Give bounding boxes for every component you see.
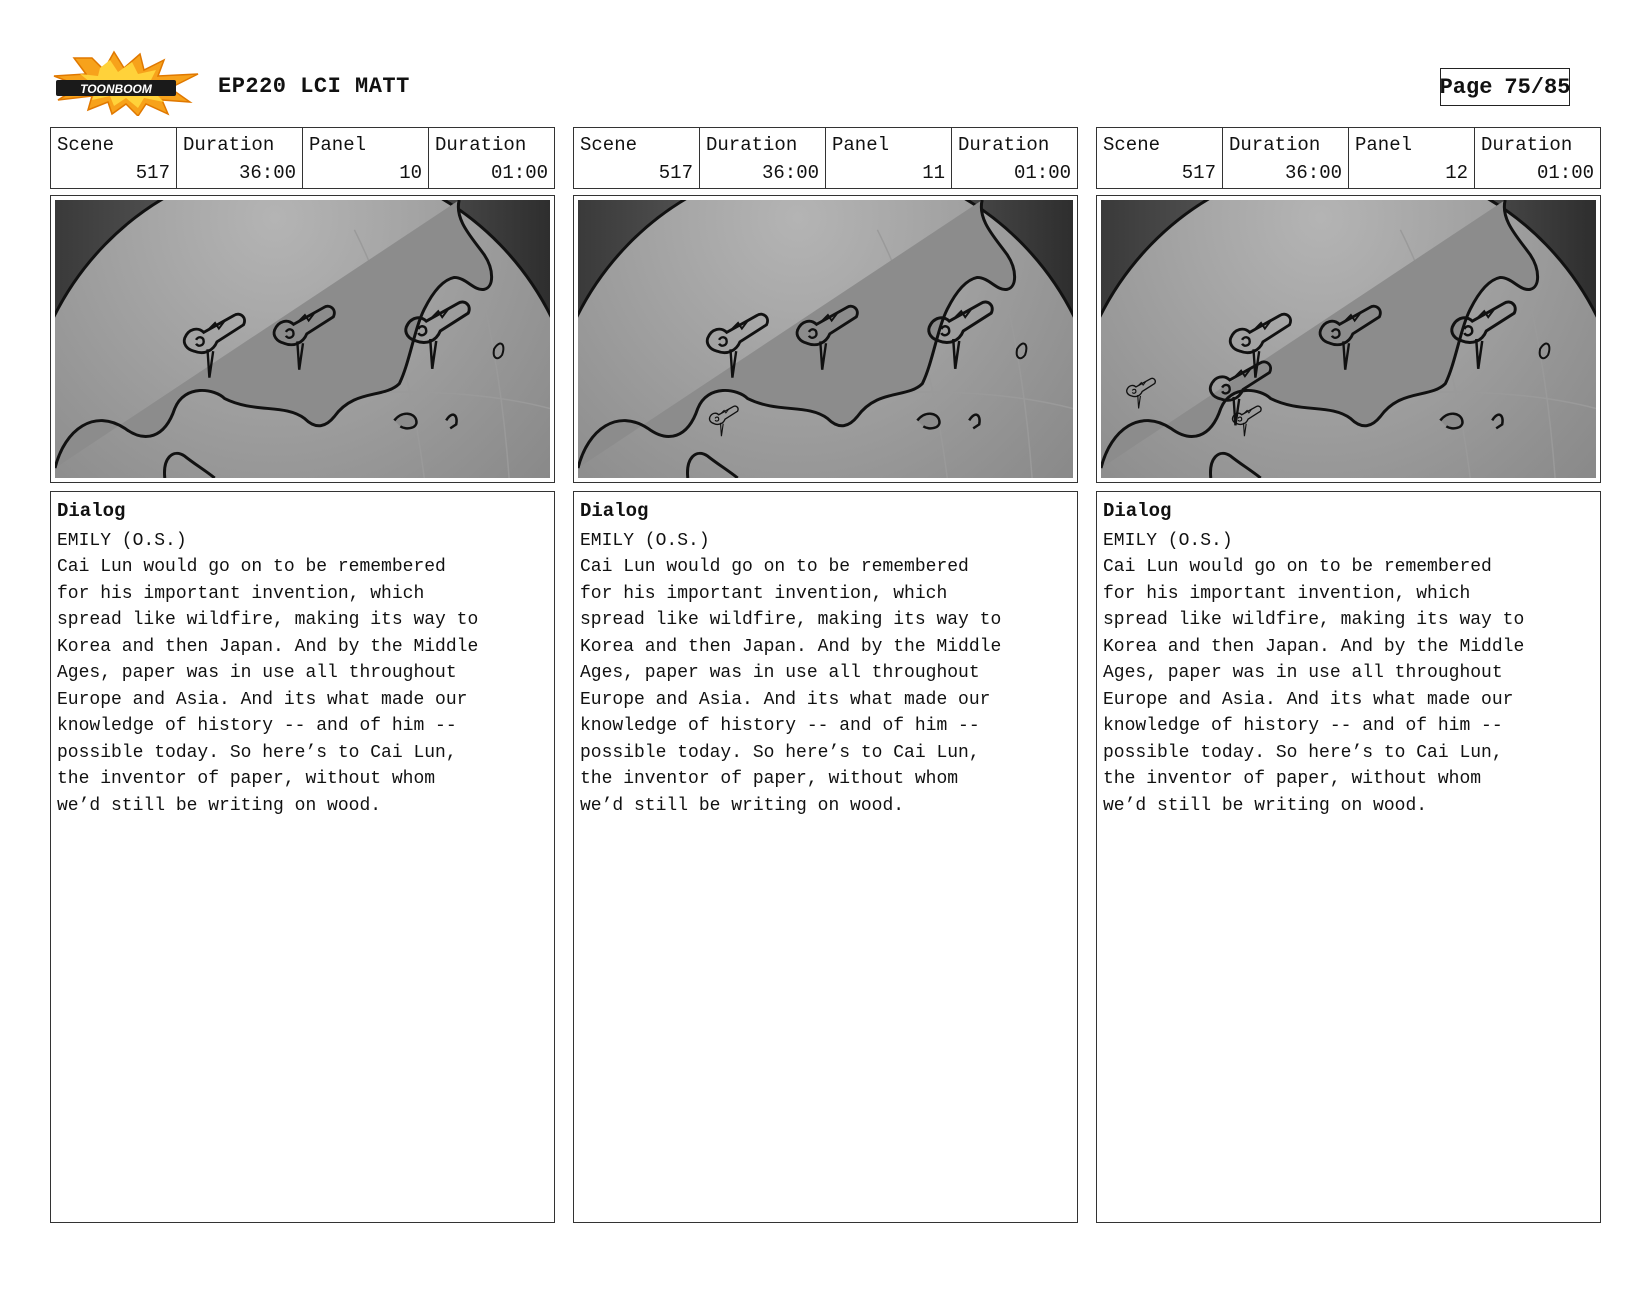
dialog-box — [1096, 491, 1601, 1223]
page-indicator — [1440, 68, 1570, 106]
duration-label: Duration — [958, 134, 1050, 156]
panel-label: Panel — [832, 134, 890, 156]
panel-image-frame — [573, 195, 1078, 483]
scene-duration: 36:00 — [1284, 162, 1342, 184]
scene-duration-cell — [700, 128, 826, 188]
scene-duration-cell — [1223, 128, 1349, 188]
scene-duration-cell — [177, 128, 303, 188]
globe-drawing — [578, 200, 1073, 478]
scene-cell — [574, 128, 700, 188]
speaker-name: EMILY (O.S.) — [57, 531, 187, 551]
dialog-box — [50, 491, 555, 1223]
panel-cell — [826, 128, 952, 188]
panel-number: 12 — [1445, 162, 1468, 184]
storyboard-panel-2 — [573, 127, 1078, 1223]
panel-label: Panel — [309, 134, 367, 156]
scene-number: 517 — [1181, 162, 1216, 184]
scene-label: Scene — [1103, 134, 1161, 156]
panel-info-bar — [1096, 127, 1601, 189]
storyboard-panel-3 — [1096, 127, 1601, 1223]
dialog-heading: Dialog — [580, 500, 649, 522]
scene-duration: 36:00 — [238, 162, 296, 184]
duration-label: Duration — [1229, 134, 1321, 156]
scene-cell — [51, 128, 177, 188]
dialog-heading: Dialog — [1103, 500, 1172, 522]
panel-number: 10 — [399, 162, 422, 184]
panel-duration-cell — [1475, 128, 1600, 188]
dialog-heading: Dialog — [57, 500, 126, 522]
panel-duration-cell — [429, 128, 554, 188]
svg-text:TOONBOOM: TOONBOOM — [80, 82, 152, 96]
globe-drawing — [55, 200, 550, 478]
panel-number: 11 — [922, 162, 945, 184]
globe-drawing — [1101, 200, 1596, 478]
scene-duration: 36:00 — [761, 162, 819, 184]
panel-cell — [303, 128, 429, 188]
panel-image-frame — [50, 195, 555, 483]
panel-label: Panel — [1355, 134, 1413, 156]
duration-label: Duration — [1481, 134, 1573, 156]
episode-title: EP220 LCI MATT — [218, 74, 410, 99]
speaker-name: EMILY (O.S.) — [1103, 531, 1233, 551]
scene-cell — [1097, 128, 1223, 188]
panel-info-bar — [573, 127, 1078, 189]
dialog-text: Cai Lun would go on to be remembered for his important invention, which spread like wildfire, making its way to Korea and then Japan. And by the Middle Ages, paper was in use all throughout Europe and Asia. And its what made our knowledge of history -- and of him -- possible today. So here’s to Cai Lun, the inventor of paper, without whom we’d still be writing on wood. — [1103, 557, 1525, 816]
panel-duration: 01:00 — [1013, 162, 1071, 184]
page-number: 75/85 — [1504, 74, 1571, 100]
dialog-text: Cai Lun would go on to be remembered for his important invention, which spread like wildfire, making its way to Korea and then Japan. And by the Middle Ages, paper was in use all throughout Europe and Asia. And its what made our knowledge of history -- and of him -- possible today. So here’s to Cai Lun, the inventor of paper, without whom we’d still be writing on wood. — [580, 557, 1002, 816]
speaker-name: EMILY (O.S.) — [580, 531, 710, 551]
panel-cell — [1349, 128, 1475, 188]
panel-duration-cell — [952, 128, 1077, 188]
panel-image-frame — [1096, 195, 1601, 483]
dialog-text: Cai Lun would go on to be remembered for his important invention, which spread like wildfire, making its way to Korea and then Japan. And by the Middle Ages, paper was in use all throughout Europe and Asia. And its what made our knowledge of history -- and of him -- possible today. So here’s to Cai Lun, the inventor of paper, without whom we’d still be writing on wood. — [57, 557, 479, 816]
duration-label: Duration — [435, 134, 527, 156]
page-label: Page — [1439, 74, 1493, 100]
panel-duration: 01:00 — [490, 162, 548, 184]
scene-label: Scene — [57, 134, 115, 156]
duration-label: Duration — [706, 134, 798, 156]
scene-number: 517 — [658, 162, 693, 184]
scene-number: 517 — [135, 162, 170, 184]
scene-label: Scene — [580, 134, 638, 156]
panel-info-bar — [50, 127, 555, 189]
dialog-box — [573, 491, 1078, 1223]
panel-duration: 01:00 — [1536, 162, 1594, 184]
storyboard-panel-1 — [50, 127, 555, 1223]
toonboom-logo — [52, 50, 200, 116]
duration-label: Duration — [183, 134, 275, 156]
